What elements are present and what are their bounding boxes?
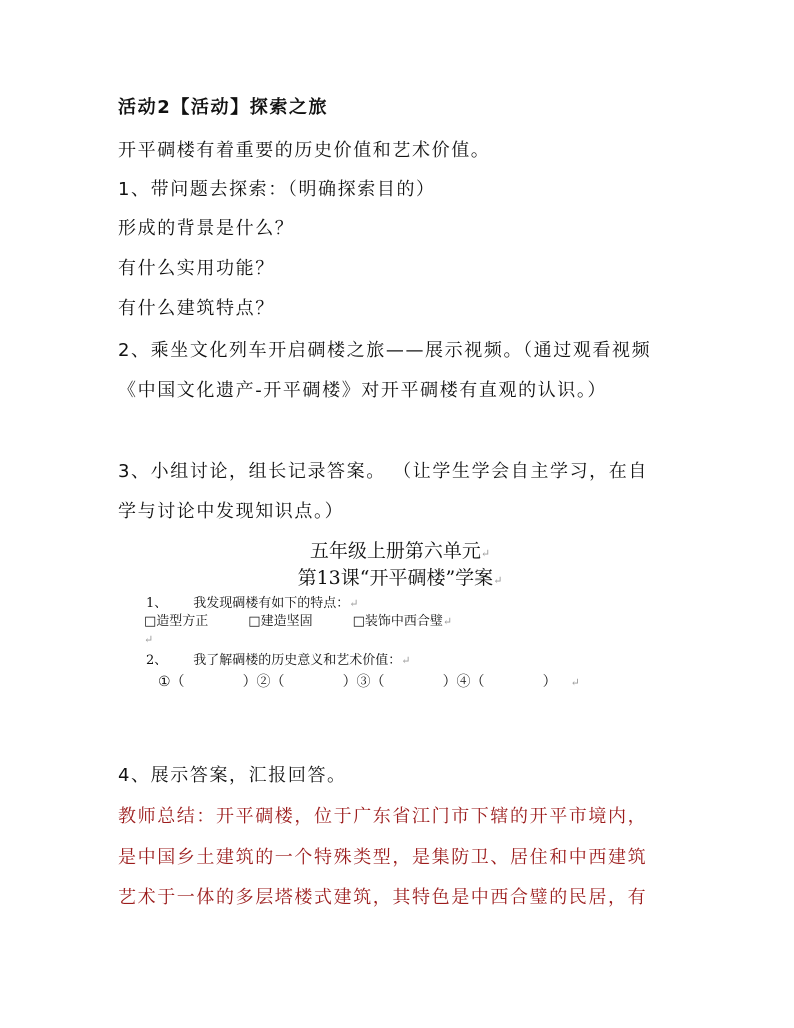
step2-line1: 2、乘坐文化列车开启碉楼之旅——展示视频。（通过观看视频 (118, 340, 652, 361)
activity-heading: 活动2【活动】探索之旅 (118, 97, 329, 118)
summary-line-3: 艺术于一体的多层塔楼式建筑，其特色是中西合璧的民居，有 (118, 887, 648, 908)
step4-text: 4、展示答案，汇报回答。 (118, 765, 347, 786)
worksheet-image (140, 539, 660, 699)
worksheet-blanks: ①（ ）②（ ）③（ ）④（ ） ↵ (158, 674, 580, 690)
option-sturdy: □建造坚固 (248, 614, 313, 629)
worksheet-item-2: 2、 我了解碉楼的历史意义和艺术价值：↵ (146, 653, 411, 668)
step2-line2: 《中国文化遗产-开平碉楼》对开平碉楼有直观的认识。） (118, 380, 608, 401)
worksheet-item-1: 1、 我发现碉楼有如下的特点：↵ (146, 596, 359, 611)
worksheet-title-1: 五年级上册第六单元↵ (309, 540, 491, 562)
worksheet-options: □造型方正 □建造坚固 □装饰中西合璧↵ (144, 614, 453, 629)
step1-text: 1、带问题去探索：（明确探索目的） (118, 179, 436, 200)
question-3: 有什么建筑特点？ (118, 298, 275, 319)
option-shape: □造型方正 (144, 614, 209, 629)
option-decoration: □装饰中西合璧 (352, 614, 443, 629)
question-1: 形成的背景是什么？ (118, 218, 295, 239)
worksheet-title-2: 第13课“开平碉楼”学案↵ (297, 567, 503, 589)
step3-line2: 学与讨论中发现知识点。） (118, 501, 345, 522)
step3-line1: 3、小组讨论，组长记录答案。 （让学生学会自主学习，在自 (118, 461, 648, 482)
question-2: 有什么实用功能？ (118, 258, 275, 279)
intro-text: 开平碉楼有着重要的历史价值和艺术价值。 (118, 140, 491, 161)
worksheet-blank-line: ↵ (144, 633, 154, 646)
summary-line-1: 教师总结：开平碉楼，位于广东省江门市下辖的开平市境内， (118, 806, 648, 827)
summary-line-2: 是中国乡土建筑的一个特殊类型，是集防卫、居住和中西建筑 (118, 847, 648, 868)
